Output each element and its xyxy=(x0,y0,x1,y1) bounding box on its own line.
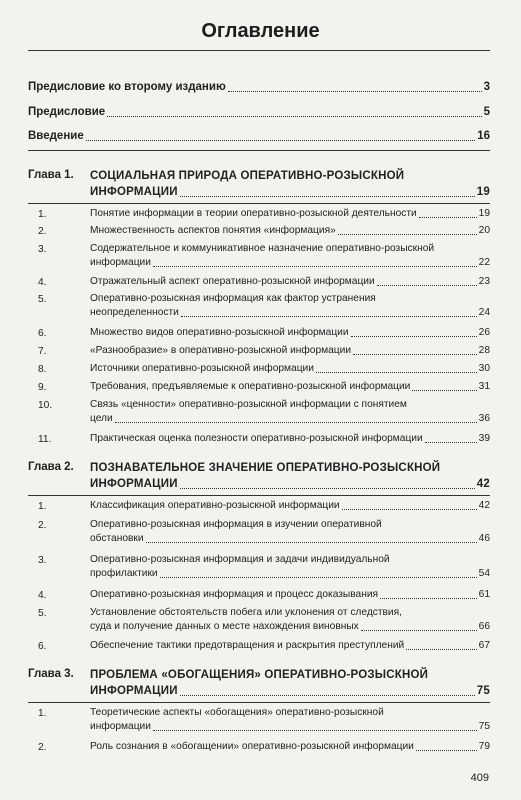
section-entry[interactable] xyxy=(28,398,490,426)
section-page: 31 xyxy=(478,381,490,392)
section-entry[interactable] xyxy=(28,362,490,377)
section-entry[interactable] xyxy=(28,432,490,447)
section-title: информации xyxy=(90,257,151,268)
chapter-page: 75 xyxy=(476,685,490,697)
section-entry[interactable] xyxy=(28,224,490,239)
section-title: Отражательный аспект оперативно-розыскной информации xyxy=(90,276,375,287)
section-title: цели xyxy=(90,413,113,424)
leader-dots xyxy=(316,372,477,373)
section-entry[interactable] xyxy=(28,344,490,359)
leader-dots xyxy=(338,234,477,235)
section-title: Множественность аспектов понятия «информация» xyxy=(90,225,336,236)
section-entry[interactable] xyxy=(28,588,490,603)
section-page: 26 xyxy=(478,327,490,338)
section-title: Оперативно-розыскная информация и задачи индивидуальной xyxy=(90,554,390,565)
leader-dots xyxy=(228,91,482,92)
leader-dots xyxy=(416,750,477,751)
section-number: 6. xyxy=(38,328,47,339)
section-entry[interactable] xyxy=(28,380,490,395)
chapter-title: ИНФОРМАЦИИ xyxy=(90,685,178,697)
section-number: 9. xyxy=(38,382,47,393)
section-page: 36 xyxy=(478,413,490,424)
leader-dots xyxy=(181,316,477,317)
section-page: 67 xyxy=(478,640,490,651)
section-page: 22 xyxy=(478,257,490,268)
leader-dots xyxy=(419,217,477,218)
leader-dots xyxy=(160,577,477,578)
section-page: 54 xyxy=(478,568,490,579)
leader-dots xyxy=(180,196,475,197)
section-number: 11. xyxy=(38,434,52,445)
section-title: Установление обстоятельств побега или уклонения от следствия, xyxy=(90,607,402,618)
section-title: Источники оперативно-розыскной информации xyxy=(90,363,314,374)
section-title: обстановки xyxy=(90,533,144,544)
section-number: 2. xyxy=(38,742,47,753)
chapter-number: Глава 3. xyxy=(28,668,74,680)
section-number: 5. xyxy=(38,294,47,305)
leader-dots xyxy=(342,509,477,510)
section-number: 2. xyxy=(38,520,47,531)
section-page: 24 xyxy=(478,307,490,318)
section-number: 8. xyxy=(38,364,47,375)
section-title: Обеспечение тактики предотвращения и раскрытия преступлений xyxy=(90,640,405,651)
page-title: Оглавление xyxy=(201,20,320,42)
section-title: Требования, предъявляемые к оперативно-розыскной информации xyxy=(90,381,411,392)
section-number: 3. xyxy=(38,244,47,255)
section-number: 2. xyxy=(38,226,47,237)
chapter-page: 19 xyxy=(476,186,490,198)
leader-dots xyxy=(146,542,477,543)
entry-label: Введение xyxy=(28,130,84,142)
section-page: 28 xyxy=(478,345,490,356)
leader-dots xyxy=(86,140,475,141)
section-number: 4. xyxy=(38,277,47,288)
chapter-entry[interactable] xyxy=(28,667,490,699)
section-divider xyxy=(28,150,490,151)
leader-dots xyxy=(115,422,477,423)
section-title: Понятие информации в теории оперативно-розыскной деятельности xyxy=(90,208,417,219)
leader-dots xyxy=(361,630,477,631)
section-entry[interactable] xyxy=(28,326,490,341)
section-number: 1. xyxy=(38,209,47,220)
section-title: Оперативно-розыскная информация как фактор устранения xyxy=(90,293,376,304)
chapter-title: ИНФОРМАЦИИ xyxy=(90,478,178,490)
section-title: Роль сознания в «обогащении» оперативно-розыскной информации xyxy=(90,741,414,752)
section-entry[interactable] xyxy=(28,499,490,514)
section-entry[interactable] xyxy=(28,606,490,634)
chapter-number: Глава 2. xyxy=(28,461,74,473)
section-entry[interactable] xyxy=(28,639,490,654)
section-entry[interactable] xyxy=(28,706,490,734)
section-entry[interactable] xyxy=(28,242,490,270)
entry-page: 3 xyxy=(483,81,490,93)
section-page: 46 xyxy=(478,533,490,544)
toc-entry[interactable] xyxy=(28,80,490,95)
leader-dots xyxy=(180,695,475,696)
section-title: «Разнообразие» в оперативно-розыскной информации xyxy=(90,345,352,356)
section-title: профилактики xyxy=(90,568,158,579)
leader-dots xyxy=(351,336,477,337)
section-page: 42 xyxy=(478,500,490,511)
section-entry[interactable] xyxy=(28,553,490,581)
chapter-entry[interactable] xyxy=(28,460,490,492)
section-title: Классификация оперативно-розыскной информации xyxy=(90,500,340,511)
section-page: 61 xyxy=(478,589,490,600)
leader-dots xyxy=(353,354,477,355)
section-page: 20 xyxy=(478,225,490,236)
section-title: Содержательное и коммуникативное назначение оперативно-розыскной xyxy=(90,243,435,254)
section-number: 4. xyxy=(38,590,47,601)
chapter-title: ИНФОРМАЦИИ xyxy=(90,186,178,198)
section-number: 3. xyxy=(38,555,47,566)
chapter-divider xyxy=(28,203,490,204)
section-entry[interactable] xyxy=(28,518,490,546)
chapter-title: СОЦИАЛЬНАЯ ПРИРОДА ОПЕРАТИВНО-РОЗЫСКНОЙ xyxy=(90,170,405,182)
section-number: 5. xyxy=(38,608,47,619)
section-number: 7. xyxy=(38,346,47,357)
entry-label: Предисловие xyxy=(28,106,106,118)
toc-entry[interactable] xyxy=(28,129,490,144)
section-page: 66 xyxy=(478,621,490,632)
leader-dots xyxy=(180,488,475,489)
leader-dots xyxy=(412,390,476,391)
leader-dots xyxy=(406,649,476,650)
leader-dots xyxy=(153,730,477,731)
page-number: 409 xyxy=(470,772,489,784)
section-title: неопределенности xyxy=(90,307,179,318)
section-entry[interactable] xyxy=(28,275,490,290)
title-divider xyxy=(28,50,490,51)
entry-page: 16 xyxy=(477,130,490,142)
leader-dots xyxy=(425,442,477,443)
section-page: 19 xyxy=(478,208,490,219)
chapter-divider xyxy=(28,495,490,496)
section-title: Теоретические аспекты «обогащения» оперативно-розыскной xyxy=(90,707,384,718)
chapter-title: ПОЗНАВАТЕЛЬНОЕ ЗНАЧЕНИЕ ОПЕРАТИВНО-РОЗЫСКНОЙ xyxy=(90,462,441,474)
section-title: суда и получение данных о месте нахождения виновных xyxy=(90,621,359,632)
chapter-entry[interactable] xyxy=(28,168,490,200)
entry-page: 5 xyxy=(483,106,490,118)
section-page: 39 xyxy=(478,433,490,444)
leader-dots xyxy=(380,598,477,599)
toc-entry[interactable] xyxy=(28,105,490,120)
section-page: 79 xyxy=(478,741,490,752)
leader-dots xyxy=(107,116,481,117)
section-title: Оперативно-розыскная информация и процесс доказывания xyxy=(90,589,379,600)
section-number: 10. xyxy=(38,400,53,411)
chapter-divider xyxy=(28,702,490,703)
section-entry[interactable] xyxy=(28,207,490,222)
section-title: Оперативно-розыскная информация в изучении оперативной xyxy=(90,519,382,530)
chapter-page: 42 xyxy=(476,478,490,490)
section-number: 6. xyxy=(38,641,47,652)
section-title: Практическая оценка полезности оперативно-розыскной информации xyxy=(90,433,423,444)
section-page: 30 xyxy=(478,363,490,374)
entry-label: Предисловие ко второму изданию xyxy=(28,81,226,93)
leader-dots xyxy=(377,285,477,286)
section-entry[interactable] xyxy=(28,740,490,755)
section-number: 1. xyxy=(38,708,47,719)
section-title: Множество видов оперативно-розыскной информации xyxy=(90,327,349,338)
section-title: информации xyxy=(90,721,151,732)
section-page: 75 xyxy=(478,721,490,732)
chapter-number: Глава 1. xyxy=(28,169,74,181)
section-number: 1. xyxy=(38,501,47,512)
section-title: Связь «ценности» оперативно-розыскной информации с понятием xyxy=(90,399,407,410)
chapter-title: ПРОБЛЕМА «ОБОГАЩЕНИЯ» ОПЕРАТИВНО-РОЗЫСКНОЙ xyxy=(90,669,429,681)
section-page: 23 xyxy=(478,276,490,287)
leader-dots xyxy=(153,266,477,267)
section-entry[interactable] xyxy=(28,292,490,320)
